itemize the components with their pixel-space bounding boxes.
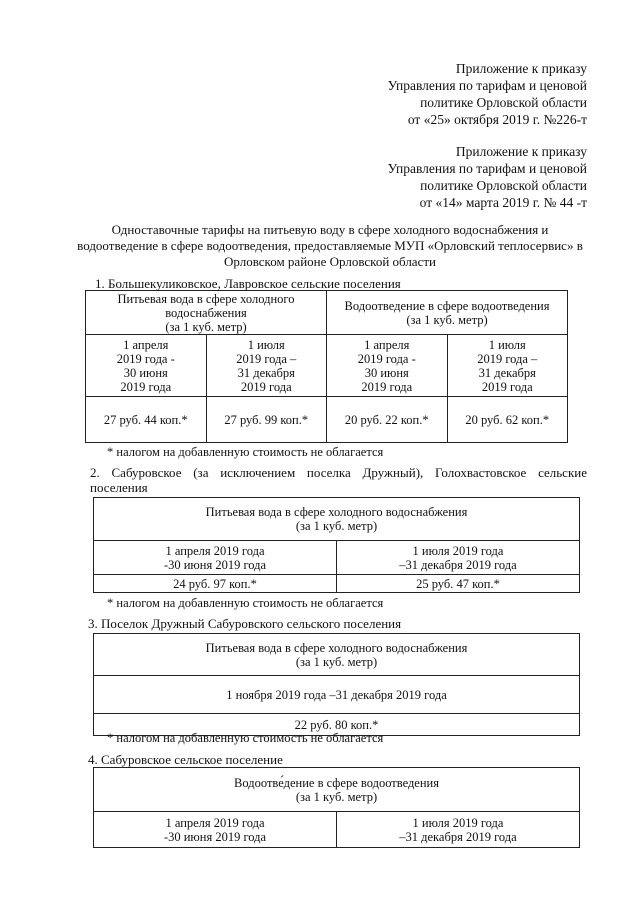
period-text: 2019 года [361,379,413,394]
period-text: 2019 года - [357,351,416,366]
header-text: водоснабжения [165,305,247,320]
title-line: Орловском районе Орловской области [224,254,436,269]
vat-note: * налогом на добавленную стоимость не облагается [107,445,384,459]
header-text: Питьевая вода в сфере холодного водоснабжения [205,640,468,655]
period-text: 2019 года [120,379,172,394]
period-text: 1 июля 2019 года [412,543,504,558]
tariff-value: 25 руб. 47 коп.* [337,575,580,593]
section-3-heading: 3. Поселок Дружный Сабуровского сельского поселения [88,616,402,631]
tariff-table-2 [93,497,580,593]
period-text: 1 апреля 2019 года [165,543,265,558]
period-cell [206,335,327,397]
period-cell: 1 ноября 2019 года –31 декабря 2019 года [94,676,580,714]
period-text: 30 июня [123,365,168,380]
header-text: Водоотведение в сфере водоотведения [344,298,550,313]
period-text: 1 апреля [123,337,169,352]
tariff-value: 27 руб. 99 коп.* [206,397,327,443]
period-text: 1 апреля 2019 года [165,815,265,830]
section-4-heading: 4. Сабуровское сельское поселение [88,752,283,767]
period-text: 1 июля [488,337,526,352]
appendix-header-original [388,143,587,211]
header-text: Питьевая вода в сфере холодного водоснабжения [205,505,468,519]
period-text: -30 июня 2019 года [163,557,267,572]
header-line: Управления по тарифам и ценовой [387,78,587,93]
appendix-header-current [388,60,587,128]
header-text: (за 1 куб. метр) [295,789,378,804]
period-text: 1 апреля [364,337,410,352]
header-text: (за 1 куб. метр) [295,654,378,669]
period-text: 31 декабря [237,365,295,380]
section-2-heading: 2. Сабуровское (за исключением поселка Дружный), Голохвастовское сельские поселения [90,465,587,495]
period-cell [327,335,448,397]
tariff-value: 20 руб. 62 коп.* [447,397,568,443]
period-text: 30 июня [364,365,409,380]
water-supply-header [94,498,580,541]
tariff-value: 20 руб. 22 коп.* [327,397,448,443]
header-line: Управления по тарифам и ценовой [387,161,587,176]
period-text: 1 июля 2019 года [412,815,504,830]
header-line: Приложение к приказу [455,61,587,76]
sewerage-header [94,768,580,812]
header-text: Водоотве́дение в сфере водоотведения [234,775,439,790]
period-cell [337,541,580,575]
title-line: водоотведение в сфере водоотведения, предоставляемые МУП «Орловский теплосервис» в [77,238,583,253]
period-text: 2019 года – [477,351,538,366]
section-1-heading: 1. Большекуликовское, Лавровское сельские поселения [95,276,401,291]
period-text: 2019 года [481,379,533,394]
water-supply-header [94,634,580,676]
title-line: Одноставочные тарифы на питьевую воду в сфере холодного водоснабжения и [111,222,549,237]
header-text: (за 1 куб. метр) [295,519,378,533]
header-text: Питьевая вода в сфере холодного [117,291,295,306]
document-title [60,222,600,270]
tariff-value: 22 руб. 80 коп.* [94,714,580,736]
sewerage-header [327,291,568,335]
header-order-date: от «25» октября 2019 г. №226-т [407,112,587,127]
water-supply-header [86,291,327,335]
period-text: 2019 года – [236,351,297,366]
tariff-table-1 [85,290,568,443]
period-text: 2019 года [240,379,292,394]
period-cell [86,335,207,397]
vat-note: * налогом на добавленную стоимость не облагается [107,731,384,745]
period-text: –31 декабря 2019 года [399,829,517,844]
period-cell [94,812,337,848]
header-line: Приложение к приказу [455,144,587,159]
header-text: (за 1 куб. метр) [165,319,247,334]
header-text: (за 1 куб. метр) [406,312,488,327]
vat-note: * налогом на добавленную стоимость не облагается [107,596,384,610]
period-cell [337,812,580,848]
tariff-table-3 [93,633,580,736]
tariff-value: 24 руб. 97 коп.* [94,575,337,593]
period-text: -30 июня 2019 года [163,829,267,844]
tariff-value: 27 руб. 44 коп.* [86,397,207,443]
period-text: 1 июля [247,337,285,352]
tariff-table-4 [93,767,580,848]
period-text: 2019 года - [116,351,175,366]
header-order-date: от «14» марта 2019 г. № 44 -т [419,195,587,210]
period-text: 31 декабря [478,365,536,380]
period-cell [447,335,568,397]
period-cell [94,541,337,575]
header-line: политике Орловской области [420,178,587,193]
period-text: –31 декабря 2019 года [399,557,517,572]
header-line: политике Орловской области [420,95,587,110]
